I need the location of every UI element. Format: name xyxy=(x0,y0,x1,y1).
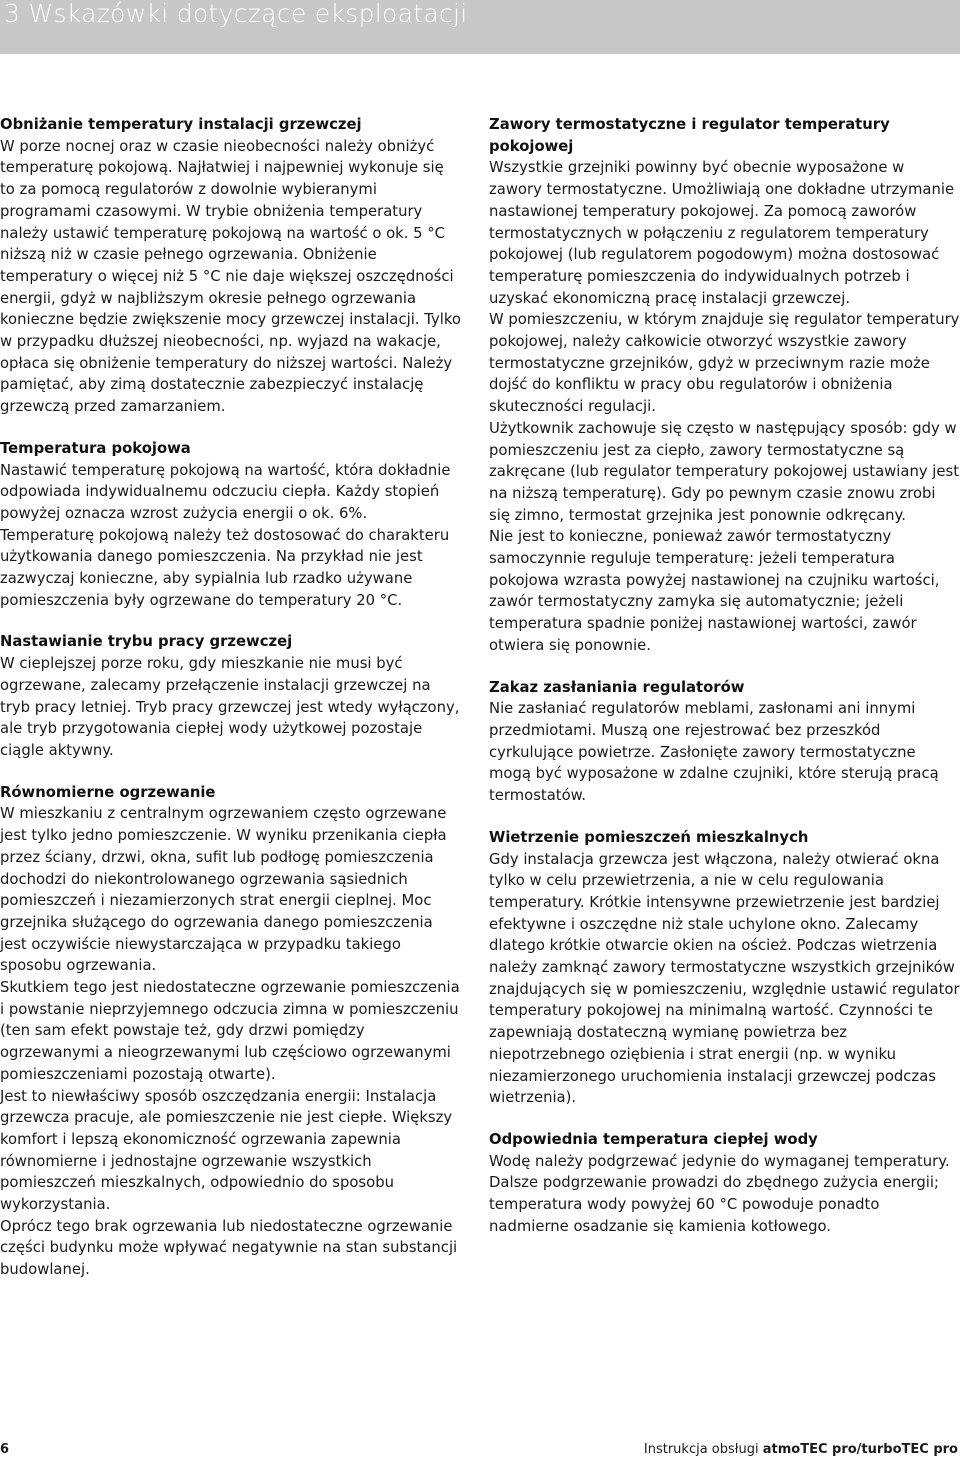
chapter-title: 3 Wskazówki dotyczące eksploatacji xyxy=(4,0,468,28)
right-column xyxy=(489,114,960,1257)
section xyxy=(489,114,960,657)
section-paragraph: Temperaturę pokojową należy też dostosować do charakteru użytkowania danego pomieszczenia. Na przykład nie jest zazwyczaj konieczne, aby sypialnia lub rzadko używane pomieszczenia były ogrzewane do temperatury 20 °C. xyxy=(0,526,450,609)
section-paragraph: Użytkownik zachowuje się często w następujący sposób: gdy w pomieszczeniu jest za ciepło, zawory termostatyczne są zakręcane (lub regulator temperatury pokojowej ustawiany jest na niższą temperaturę). Gdy po pewnym czasie znowu zrobi się zimno, termostat grzejnika jest ponownie odkręcany. xyxy=(489,419,960,524)
left-column xyxy=(0,114,462,1301)
section-paragraph: Nastawić temperaturę pokojową na wartość, która dokładnie odpowiada indywidualnemu odczuciu ciepła. Każdy stopień powyżej oznacza wzrost zużycia energii o ok. 6%. xyxy=(0,461,451,522)
section xyxy=(0,782,462,1281)
section-paragraph: W mieszkaniu z centralnym ogrzewaniem często ogrzewane jest tylko jedno pomieszczenie. W wyniku przenikania ciepła przez ściany, drzwi, okna, sufit lub podłogę pomieszczenia dochodzi do niekontrolowanego ogrzewania sąsiednich pomieszczeń i niezamierzonych strat energii cieplnej. Moc grzejnika służącego do ogrzewania danego pomieszczenia jest oczywiście niewystarczająca w przypadku takiego sposobu ogrzewania. xyxy=(0,805,447,975)
chapter-header xyxy=(0,0,960,54)
section-paragraph: Nie zasłaniać regulatorów meblami, zasłonami ani innymi przedmiotami. Muszą one rejestrować bez przeszkód cyrkulujące powietrze. Zasłonięte zawory termostatyczne mogą być wyposażone w zdalne czujniki, które sterują pracą termostatów. xyxy=(489,700,939,805)
section xyxy=(489,827,960,1109)
section xyxy=(489,1129,960,1238)
document-prefix: Instrukcja obsługi xyxy=(643,1442,759,1457)
section-paragraph: Wodę należy podgrzewać jedynie do wymaganej temperatury. Dalsze podgrzewanie prowadzi do zbędnego zużycia energii; temperatura wody powyżej 60 °C powoduje ponadto nadmierne osadzanie się kamienia kotłowego. xyxy=(489,1152,950,1235)
section-heading: Nastawianie trybu pracy grzewczej xyxy=(0,633,293,651)
section-paragraph: Skutkiem tego jest niedostateczne ogrzewanie pomieszczenia i powstanie nieprzyjemnego odczucia zimna w pomieszczeniu (ten sam efekt powstaje też, gdy drzwi pomiędzy ogrzewanymi a nieogrzewanymi lub częściowo ogrzewanymi pomieszczeniami pozostają otwarte). xyxy=(0,979,460,1083)
section xyxy=(0,438,462,612)
section-heading: Obniżanie temperatury instalacji grzewczej xyxy=(0,116,362,133)
section-paragraph: Nie jest to konieczne, ponieważ zawór termostatyczny samoczynnie reguluje temperaturę: jeżeli temperatura pokojowa wzrasta powyżej nastawionej na czujniku wartości, zawór termostatyczny zamyka się automatycznie; jeżeli temperatura spadnie poniżej nastawionej wartości, zawór otwiera się ponownie. xyxy=(489,528,940,654)
section-paragraph: Wszystkie grzejniki powinny być obecnie wyposażone w zawory termostatyczne. Umożliwiają one dokładne utrzymanie nastawionej temperatury pokojowej. Za pomocą zaworów termostatycznych w połączeniu z regulatorem temperatury pokojowej (lub regulatorem pogodowym) można dostosować temperaturę pomieszczenia do indywidualnych potrzeb i uzyskać ekonomiczną pracę instalacji grzewczej. xyxy=(489,159,955,307)
section xyxy=(0,631,462,761)
section-paragraph: Oprócz tego brak ogrzewania lub niedostateczne ogrzewanie części budynku może wpływać negatywnie na stan substancji budowlanej. xyxy=(0,1217,458,1279)
section-paragraph: Jest to niewłaściwy sposób oszczędzania energii: Instalacja grzewcza pracuje, ale pomieszczenie nie jest ciepłe. Większy komfort i lepszą ekonomiczność ogrzewania zapewnia równomierne i jednostajne ogrzewanie wszystkich pomieszczeń mieszkalnych, odpowiednio do sposobu wykorzystania. xyxy=(0,1087,453,1214)
section-heading: Równomierne ogrzewanie xyxy=(0,783,216,801)
section-heading: Temperatura pokojowa xyxy=(0,439,191,457)
section xyxy=(489,677,960,807)
section xyxy=(0,114,462,418)
section-paragraph: W porze nocnej oraz w czasie nieobecności należy obniżyć temperaturę pokojową. Najłatwiej i najpewniej wykonuje się to za pomocą regulatorów z dowolnie wybieranymi programami czasowymi. W trybie obniżenia temperatury należy ustawić temperaturę pokojową na wartość o ok. 5 °C niższą niż w czasie pełnego ogrzewania. Obniżenie temperatury o więcej niż 5 °C nie daje większej oszczędności energii, gdyż w najbliższym okresie pełnego ogrzewania konieczne będzie zwiększenie mocy grzewczej instalacji. Tylko w przypadku dłuższej nieobecności, np. wyjazd na wakacje, opłaca się obniżenie temperatury do niższej wartości. Należy pamiętać, aby zimą dostatecznie zabezpieczyć instalację grzewczą przed zamarzaniem. xyxy=(0,137,461,416)
section-paragraph: W pomieszczeniu, w którym znajduje się regulator temperatury pokojowej, należy całkowicie otworzyć wszystkie zawory termostatyczne grzejników, gdyż w przeciwnym razie może dojść do konfliktu w pracy obu regulatorów i obniżenia skuteczności regulacji. xyxy=(489,311,960,416)
section-heading: Wietrzenie pomieszczeń mieszkalnych xyxy=(489,828,809,846)
section-heading: Zawory termostatyczne i regulator temperatury pokojowej xyxy=(489,116,890,155)
document-title xyxy=(644,1442,958,1457)
section-heading: Odpowiednia temperatura ciepłej wody xyxy=(489,1130,818,1148)
section-paragraph: Gdy instalacja grzewcza jest włączona, należy otwierać okna tylko w celu przewietrzenia, a nie w celu regulowania temperatury. Krótkie intensywne przewietrzenie jest bardziej efektywne i oszczędne niż stale uchylone okno. Zalecamy dlatego krótkie otwarcie okien na oścież. Podczas wietrzenia należy zamknąć zawory termostatyczne wszystkich grzejników znajdujących się w pomieszczeniu, względnie ustawić regulator temperatury pokojowej na minimalną wartość. Czynności te zapewniają dostateczną wymianę powietrza bez niepotrzebnego oziębienia i strat energii (np. w wyniku niezamierzonego uruchomienia instalacji grzewczej podczas wietrzenia). xyxy=(489,850,960,1107)
section-heading: Zakaz zasłaniania regulatorów xyxy=(489,678,745,696)
page-number: 6 xyxy=(0,1442,10,1457)
section-paragraph: W cieplejszej porze roku, gdy mieszkanie nie musi być ogrzewane, zalecamy przełączenie instalacji grzewczej na tryb pracy letniej. Tryb pracy grzewczej jest wtedy wyłączony, ale tryb przygotowania ciepłej wody użytkowej pozostaje ciągle aktywny. xyxy=(0,655,460,759)
document-product: atmoTEC pro/turboTEC pro xyxy=(762,1442,958,1457)
